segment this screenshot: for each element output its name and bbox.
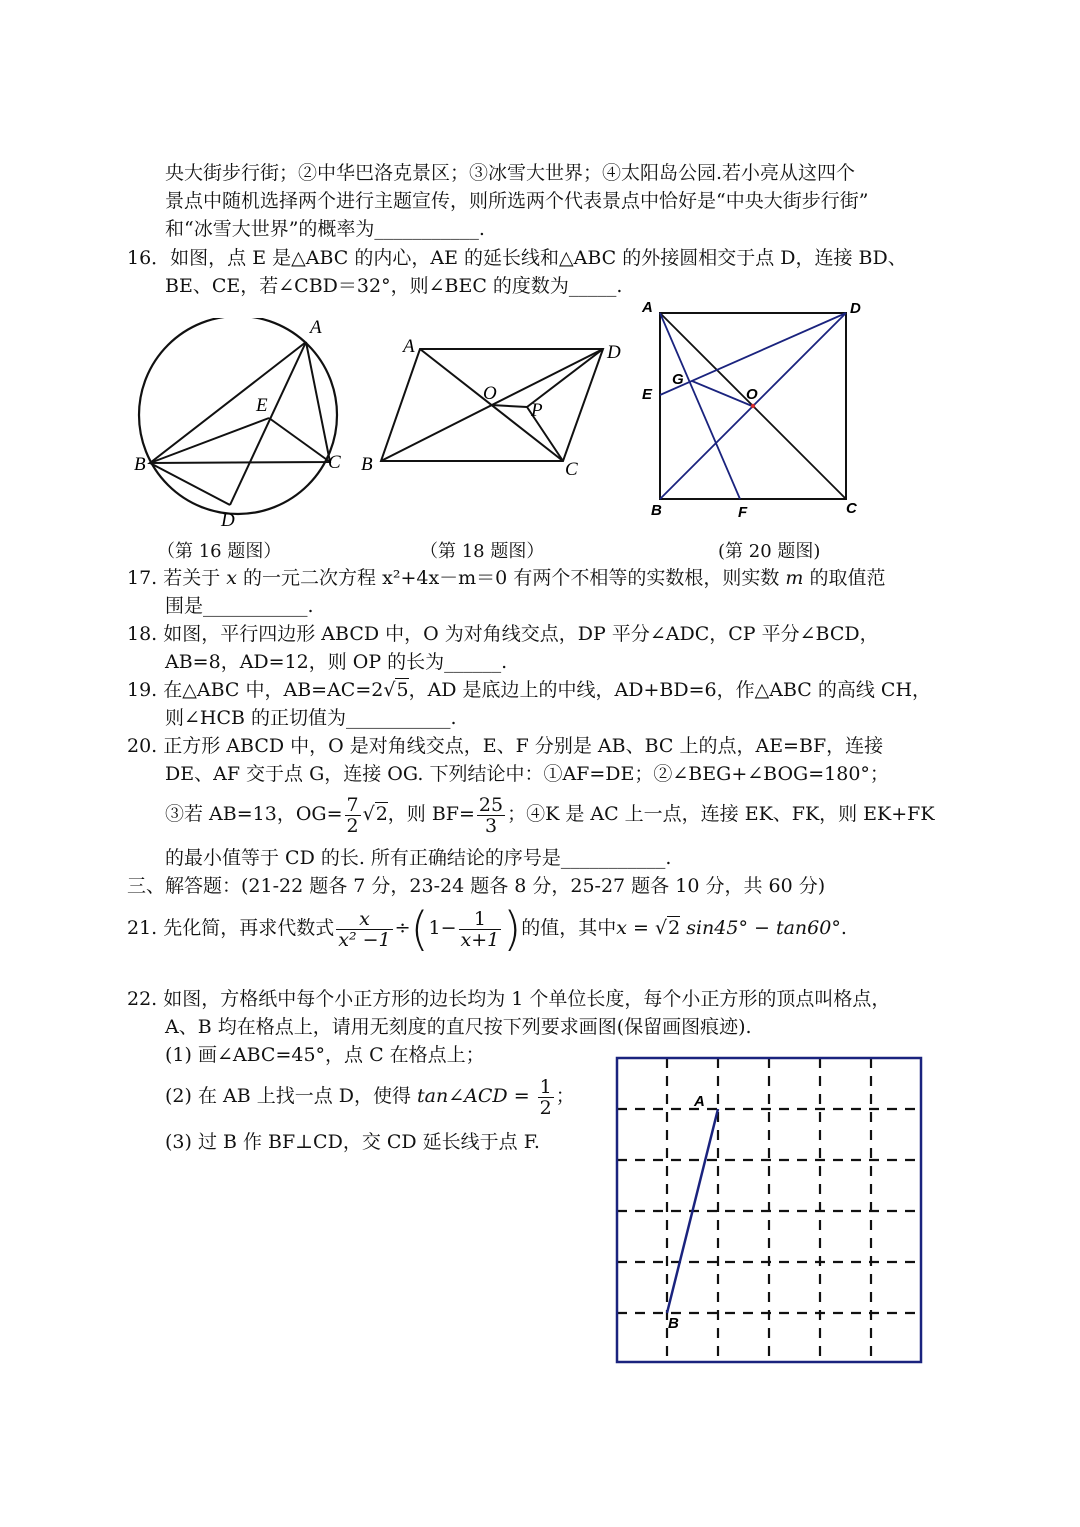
q22-fraction: $\frac{1}{2}$ — [539, 1075, 552, 1119]
label-P: P — [531, 400, 543, 421]
q16-line1: 16．如图，点 E 是△ABC 的内心，AE 的延长线和△ABC 的外接圆相交于点 D，连接 BD、 — [127, 247, 907, 269]
q20-line2: DE、AF 交于点 G，连接 OG. 下列结论中：①AF=DE；②∠BEG+∠BOG=180°； — [165, 763, 889, 785]
label-C: C — [328, 452, 341, 473]
q19-sqrt: 5 — [396, 679, 409, 701]
bf-fraction: $\frac{25}{3}$ — [478, 793, 504, 837]
grid-label-A: A — [694, 1093, 705, 1110]
q22-line2: A、B 均在格点上，请用无刻度的直尺按下列要求画图(保留画图痕迹). — [165, 1016, 752, 1038]
label-B: B — [651, 502, 662, 519]
q21-one: 1− — [428, 917, 457, 939]
q21-expr-a: x = — [616, 917, 655, 939]
label-A: A — [403, 336, 415, 357]
q21-div: ÷ — [394, 917, 411, 939]
grid-figure-22 — [610, 1052, 930, 1370]
q17-text-d: 的取值范 — [803, 567, 886, 589]
q21-sqrt: 2 — [668, 917, 681, 939]
q21-end: . — [840, 917, 847, 939]
q21-fraction-1: $\frac{x}{\text{x² −1}}$ — [338, 907, 391, 951]
q22-item2 — [165, 1074, 575, 1118]
label-E: E — [256, 395, 268, 416]
label-O: O — [483, 383, 497, 404]
q20-text-b: ，则 BF= — [387, 803, 475, 825]
q22-item2-tan: tan∠ACD = — [417, 1085, 536, 1107]
q19-text-b: ，AD 是底边上的中线，AD+BD=6，作△ABC 的高线 CH， — [408, 679, 932, 701]
q20-text-a: ③若 AB=13，OG= — [165, 803, 343, 825]
grid-label-B: B — [668, 1315, 679, 1332]
label-C: C — [846, 500, 857, 517]
caption-fig20: (第 20 题图) — [718, 541, 821, 562]
og-fraction: $\frac{7}{2}$ — [346, 793, 359, 837]
label-G: G — [672, 371, 684, 388]
section3-title: 三、解答题：(21-22 题各 7 分，23-24 题各 8 分，25-27 题各 10 分，共 60 分) — [127, 875, 826, 897]
q17-text-c: 有两个不相等的实数根，则实数 — [507, 567, 786, 589]
q21-lead: 21. 先化简，再求代数式 — [127, 917, 335, 939]
q19-text-a: 19. 在△ABC 中，AB=AC=2 — [127, 679, 384, 701]
q20-line4: 的最小值等于 CD 的长. 所有正确结论的序号是___________. — [165, 847, 672, 869]
q17-var-m: m — [785, 567, 804, 589]
q20-line3: ③若 AB=13，OG= $\frac{7}{2}$ √2，则 BF= $\frac{25}{3}$ ；④K 是 AC 上一点，连接 EK、FK，则 EK+FK — [165, 793, 935, 837]
q18-line2: AB=8，AD=12，则 OP 的长为______. — [165, 651, 508, 673]
caption-fig18: （第 18 题图） — [420, 541, 545, 562]
q21-mid: 的值，其中 — [521, 917, 617, 939]
label-A: A — [310, 318, 322, 338]
q21-expr-b: sin45° − tan60° — [680, 917, 841, 939]
q17-text-b: 的一元二次方程 — [237, 567, 383, 589]
label-C: C — [565, 459, 578, 480]
figure-16 — [128, 318, 353, 533]
label-O: O — [746, 386, 758, 403]
label-D: D — [221, 510, 235, 531]
label-F: F — [738, 504, 748, 520]
label-A: A — [642, 299, 653, 316]
q15-line3: 和“冰雪大世界”的概率为___________. — [165, 218, 485, 240]
q19-line2: 则∠HCB 的正切值为___________. — [165, 707, 457, 729]
q22-line1: 22. 如图，方格纸中每个小正方形的边长均为 1 个单位长度，每个小正方形的顶点叫格点， — [127, 988, 891, 1010]
label-E: E — [642, 386, 653, 403]
q17-equation: x²+4x－m＝0 — [382, 567, 508, 589]
q21-fraction-2: $\frac{1}{x+1}$ — [460, 907, 500, 951]
q22-item1: (1) 画∠ABC=45°，点 C 在格点上； — [165, 1044, 485, 1066]
q17-line2: 围是___________. — [165, 595, 314, 617]
q15-line2: 景点中随机选择两个进行主题宣传，则所选两个代表景点中恰好是“中央大街步行街” — [165, 190, 869, 212]
q22-item3: (3) 过 B 作 BF⊥CD，交 CD 延长线于点 F. — [165, 1131, 540, 1153]
label-D: D — [607, 342, 621, 363]
figure-20 — [636, 298, 868, 520]
q17-text-a: 17. 若关于 — [127, 567, 227, 589]
q17-var-x: x — [226, 567, 238, 589]
label-B: B — [361, 454, 373, 475]
q21-line: 21. 先化简，再求代数式 $\frac{x}{\text{x² −1}}$ ÷(1− $\frac{1}{x+1}$ )的值，其中x = √2 sin45° − tan60°. — [127, 902, 847, 956]
q15-line1: 央大街步行街；②中华巴洛克景区；③冰雪大世界；④太阳岛公园.若小亮从这四个 — [165, 162, 856, 184]
q19-line1: 19. 在△ABC 中，AB=AC=2√5，AD 是底边上的中线，AD+BD=6，作△ABC 的高线 CH， — [127, 679, 932, 701]
q16-line2: BE、CE，若∠CBD＝32°，则∠BEC 的度数为_____. — [165, 275, 623, 297]
caption-fig16: （第 16 题图） — [157, 541, 282, 562]
q20-line1: 20. 正方形 ABCD 中，O 是对角线交点，E、F 分别是 AB、BC 上的点，AE=BF，连接 — [127, 735, 884, 757]
og-sqrt: 2 — [375, 803, 388, 825]
figure-18 — [355, 333, 630, 483]
q17-line1 — [127, 566, 885, 590]
q22-item2-text: (2) 在 AB 上找一点 D，使得 — [165, 1085, 411, 1107]
q20-text-c: ；④K 是 AC 上一点，连接 EK、FK，则 EK+FK — [507, 803, 935, 825]
q22-item2-end: ； — [555, 1085, 575, 1107]
label-B: B — [134, 454, 146, 475]
label-D: D — [850, 300, 861, 317]
q18-line1: 18. 如图，平行四边形 ABCD 中，O 为对角线交点，DP 平分∠ADC，CP 平分∠BCD， — [127, 623, 879, 645]
